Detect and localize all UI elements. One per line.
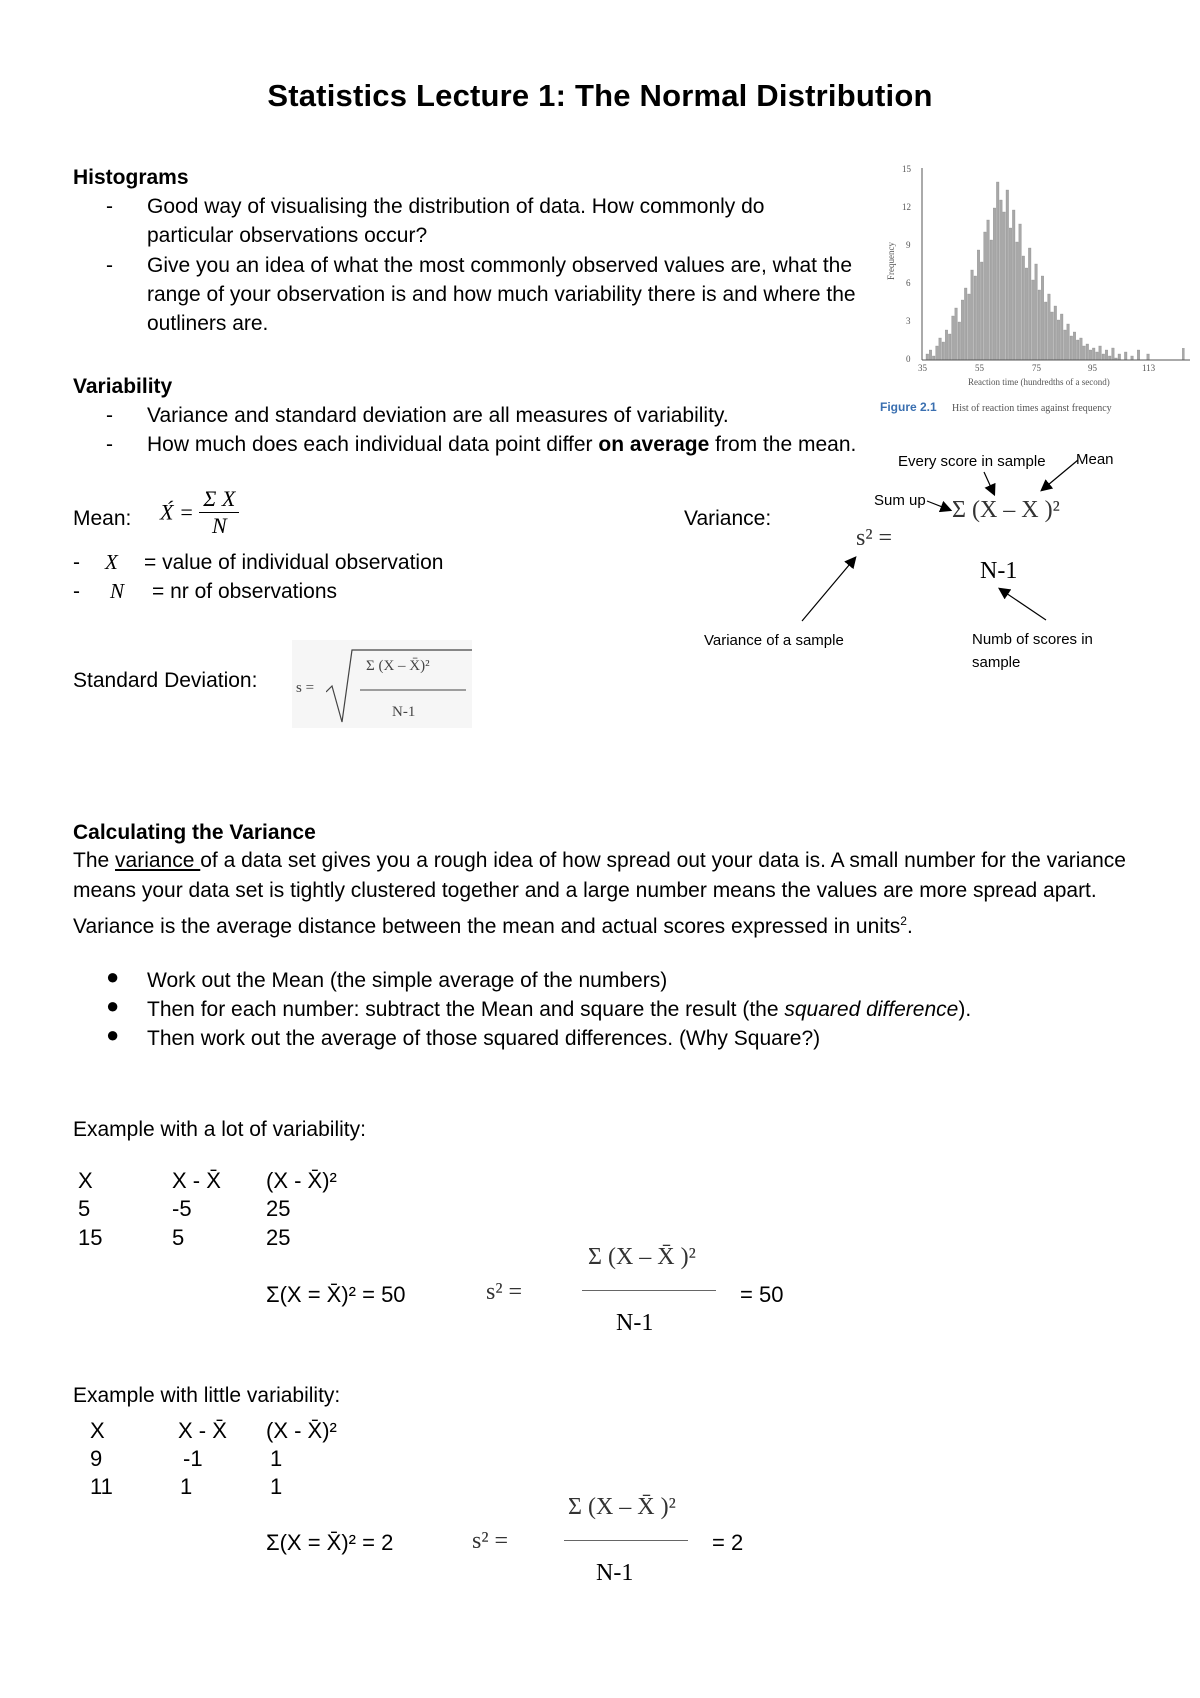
histogram-bar <box>964 288 967 360</box>
histogram-bar <box>971 270 974 360</box>
histogram-bar <box>1105 350 1108 360</box>
x-axis-label: Reaction time (hundredths of a second) <box>968 377 1110 387</box>
table-cell: 25 <box>266 1196 291 1221</box>
variance-formula-lhs: s² = <box>856 525 893 551</box>
histogram-bar <box>926 354 929 360</box>
histogram-bar <box>1108 356 1111 360</box>
histogram-bar <box>1025 268 1028 360</box>
histogram-bar <box>961 300 964 360</box>
std-dev-label: Standard Deviation: <box>73 669 258 692</box>
histogram-bar <box>990 240 993 360</box>
histograms-heading: Histograms <box>73 166 189 189</box>
annotation-variance-sample: Variance of a sample <box>704 632 844 649</box>
arrow-variance-sample <box>802 558 855 621</box>
histogram-bar <box>1070 336 1073 360</box>
histogram-bar <box>1022 256 1025 360</box>
histogram-bar <box>996 182 999 360</box>
histogram-bar <box>958 322 961 360</box>
histogram-bar <box>977 250 980 360</box>
mean-def-text: = nr of observations <box>152 580 338 603</box>
histogram-bars <box>926 182 1185 360</box>
histogram-bar <box>1041 276 1044 360</box>
variance-formula-numerator: Σ (X – X )² <box>952 497 1060 523</box>
example2-sum: Σ(X = X̄)² = 2 <box>266 1530 394 1555</box>
table-cell: 1 <box>180 1474 193 1499</box>
example2-lhs: s² = <box>472 1528 509 1554</box>
example1-header-diff: X - X̄ <box>172 1168 221 1193</box>
histogram-bar <box>1038 290 1041 360</box>
x-tick-label: 55 <box>975 363 984 373</box>
fraction-bar <box>564 1540 688 1541</box>
example2-header-diff: X - X̄ <box>178 1418 227 1443</box>
histogram-bar <box>1124 352 1127 360</box>
histogram-bar <box>1118 354 1121 360</box>
example1-sum: Σ(X = X̄)² = 50 <box>266 1282 406 1307</box>
mean-def-dash: - <box>73 580 80 603</box>
y-tick-label: 9 <box>906 240 911 250</box>
arrow-every-score <box>984 472 994 494</box>
histogram-bar <box>1060 314 1063 360</box>
histogram-bar <box>1137 350 1140 360</box>
y-tick-label: 0 <box>906 354 911 364</box>
histogram-bar <box>968 294 971 360</box>
y-axis-label: Frequency <box>886 242 896 280</box>
y-tick-label: 15 <box>902 164 911 174</box>
x-tick-label: 95 <box>1088 363 1097 373</box>
table-cell: 5 <box>172 1225 185 1250</box>
example1-lhs: s² = <box>486 1279 523 1305</box>
histogram-bar <box>1067 324 1070 360</box>
histogram-bar <box>1035 264 1038 360</box>
histogram-bar <box>1131 356 1134 360</box>
annotation-sum-up: Sum up <box>874 492 926 509</box>
bullet-dash: - <box>106 433 113 456</box>
histogram-bar <box>1080 338 1083 360</box>
bullet-dash: - <box>106 404 113 427</box>
histogram-bar <box>936 346 939 360</box>
variance-formula-denominator: N-1 <box>980 558 1018 584</box>
variance-label: Variance: <box>684 507 772 530</box>
x-tick-label: 113 <box>1142 363 1156 373</box>
bullet-dot: ● <box>106 964 120 989</box>
variability-bullet-1: Variance and standard deviation are all measures of variability. <box>147 404 729 427</box>
bullet-dot: ● <box>106 993 120 1018</box>
table-cell: 11 <box>90 1474 113 1499</box>
histograms-bullet-2: Give you an idea of what the most commonly observed values are, what the range of your observation is and how much variability there is and where the outliners are. <box>147 254 856 335</box>
x-tick-label: 35 <box>918 363 927 373</box>
histogram-bar <box>1073 332 1076 360</box>
mean-formula: X́ = $\frac{\text{Σ X}}{N}$ <box>160 486 239 539</box>
mean-label: Mean: <box>73 507 132 530</box>
table-cell: 5 <box>78 1196 91 1221</box>
example2-result: = 2 <box>712 1530 744 1555</box>
histogram-bar <box>948 334 951 360</box>
bullet-dot: ● <box>106 1022 120 1047</box>
histogram-bar <box>1092 348 1095 360</box>
example1-denominator: N-1 <box>616 1310 654 1336</box>
histogram-bar <box>1019 224 1022 360</box>
arrow-numb-scores <box>1000 589 1046 620</box>
calc-variance-bullet-2: Then for each number: subtract the Mean and square the result (the squared difference). <box>147 998 972 1021</box>
histogram-bar <box>974 276 977 360</box>
histogram-bar <box>952 316 955 360</box>
calc-variance-bullet-1: Work out the Mean (the simple average of the numbers) <box>147 969 668 992</box>
std-dev-formula: s = Σ (X – X̄)² N-1 <box>292 640 472 728</box>
y-tick-label: 12 <box>902 202 911 212</box>
histogram-bar <box>980 262 983 360</box>
table-cell: 1 <box>270 1474 283 1499</box>
histogram-bar <box>1112 348 1115 360</box>
table-cell: -1 <box>183 1446 203 1471</box>
example1-heading: Example with a lot of variability: <box>73 1118 366 1141</box>
histogram-bar <box>1086 344 1089 360</box>
example1-header-x: X <box>78 1168 93 1193</box>
bullet-dash: - <box>106 195 113 218</box>
calc-variance-bullet-3: Then work out the average of those squared differences. (Why Square?) <box>147 1027 821 1050</box>
histogram-bar <box>942 342 945 360</box>
variability-bullet-2: How much does each individual data point differ on average from the mean. <box>147 433 857 456</box>
histogram-bar <box>1051 312 1054 360</box>
histogram-bar <box>932 356 935 360</box>
histograms-bullet-1: Good way of visualising the distribution of data. How commonly do particular observations occur? <box>147 195 765 247</box>
annotation-mean: Mean <box>1076 451 1114 468</box>
table-cell: 15 <box>78 1225 103 1250</box>
page-title: Statistics Lecture 1: The Normal Distribution <box>267 78 933 113</box>
histogram-bar <box>1012 210 1015 360</box>
table-cell: 25 <box>266 1225 291 1250</box>
histogram-bar <box>1083 346 1086 360</box>
histogram-bar <box>993 208 996 360</box>
example1-numerator: Σ (X – X̄ )² <box>588 1244 696 1270</box>
example2-header-sq: (X - X̄)² <box>266 1418 337 1443</box>
histogram-bar <box>1044 302 1047 360</box>
histogram-bar <box>1000 200 1003 360</box>
table-cell: 9 <box>90 1446 103 1471</box>
histogram-bar <box>1016 242 1019 360</box>
arrow-sum-up <box>927 501 950 510</box>
histogram-bar <box>1102 354 1105 360</box>
mean-def-symbol: X <box>105 550 118 574</box>
annotation-arrows <box>700 440 1160 640</box>
histogram-bar <box>1089 350 1092 360</box>
annotation-numb-scores: Numb of scores in sample <box>972 631 1093 671</box>
histogram-bar <box>1006 190 1009 360</box>
histogram-bar <box>987 220 990 360</box>
histogram-bar <box>929 350 932 360</box>
histogram-bar <box>955 308 958 360</box>
histogram-bar <box>1028 248 1031 360</box>
histogram-bar <box>1054 306 1057 360</box>
arrow-mean <box>1042 460 1078 490</box>
histogram-bar <box>939 338 942 360</box>
histogram-bar <box>1032 280 1035 360</box>
table-cell: -5 <box>172 1196 192 1221</box>
histogram-bar <box>1076 340 1079 360</box>
histogram-bar <box>1003 212 1006 360</box>
example1-header-sq: (X - X̄)² <box>266 1168 337 1193</box>
example2-denominator: N-1 <box>596 1560 634 1586</box>
y-tick-label: 6 <box>906 278 911 288</box>
figure-caption-text: Hist of reaction times against frequency <box>952 403 1112 414</box>
example2-header-x: X <box>90 1418 105 1443</box>
example1-result: = 50 <box>740 1282 784 1307</box>
example2-numerator: Σ (X – X̄ )² <box>568 1494 676 1520</box>
histogram-bar <box>1099 346 1102 360</box>
histogram-bar <box>1096 352 1099 360</box>
histogram-bar <box>945 330 948 360</box>
calc-variance-paragraph: The variance of a data set gives you a rough idea of how spread out your data is. A small number for the variance means your data set is tightly clustered together and a large number means the values are more spread apart. Variance is the average distance between the mean and actual scores expressed in units$^2$. <box>73 849 1126 938</box>
mean-def-symbol: N <box>110 579 125 603</box>
mean-def-text: = value of individual observation <box>144 551 444 574</box>
histogram-bar <box>1009 228 1012 360</box>
histogram-bar <box>1064 330 1067 360</box>
variability-heading: Variability <box>73 375 173 398</box>
histogram-bar <box>1057 320 1060 360</box>
histogram-figure <box>880 160 1200 420</box>
histogram-bar <box>1182 348 1185 360</box>
x-tick-label: 75 <box>1032 363 1041 373</box>
histogram-bar <box>984 232 987 360</box>
y-tick-label: 3 <box>906 316 911 326</box>
figure-caption-label: Figure 2.1 <box>880 400 937 414</box>
table-cell: 1 <box>270 1446 283 1471</box>
annotation-every-score: Every score in sample <box>898 453 1046 470</box>
bullet-dash: - <box>106 254 113 277</box>
histogram-bar <box>1048 294 1051 360</box>
fraction-bar <box>582 1290 716 1291</box>
histogram-bar <box>1147 354 1150 360</box>
example2-heading: Example with little variability: <box>73 1384 341 1407</box>
calc-variance-heading: Calculating the Variance <box>73 821 316 844</box>
mean-def-dash: - <box>73 551 80 574</box>
